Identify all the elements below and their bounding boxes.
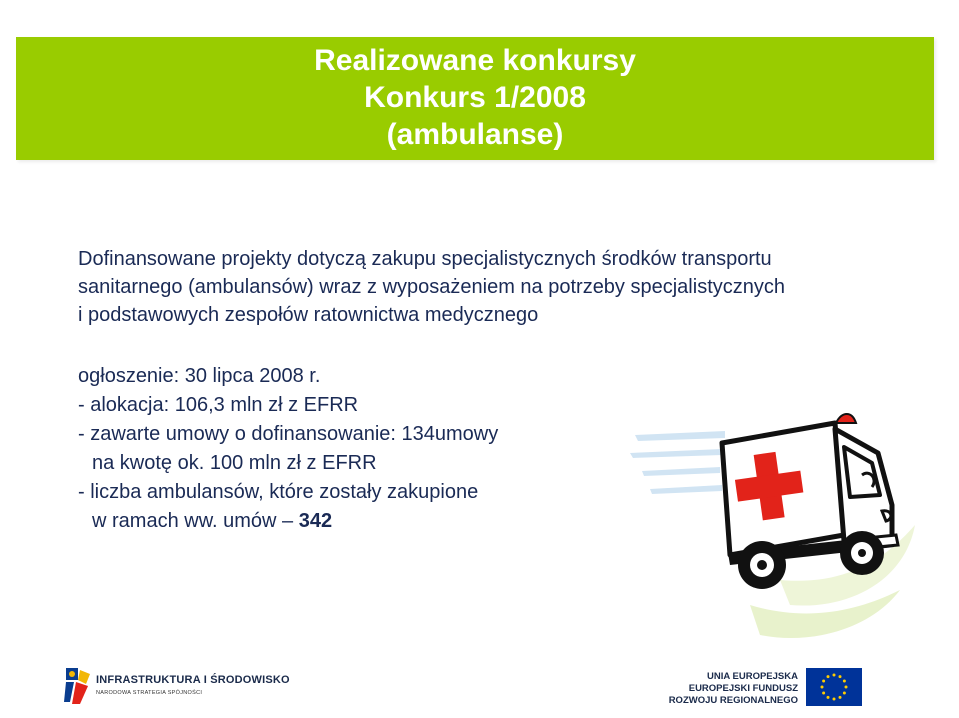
ambulance-icon xyxy=(630,405,920,650)
ambulances-item: - liczba ambulansów, które zostały zakupione xyxy=(78,481,479,503)
eu-star-icon xyxy=(845,686,848,689)
allocation-item: - alokacja: 106,3 mln zł z EFRR xyxy=(78,394,359,416)
eu-star-icon xyxy=(827,696,830,699)
eu-logo-line-1: UNIA EUROPEJSKA xyxy=(707,671,798,682)
eu-star-icon xyxy=(839,696,842,699)
title-line-3: (ambulanse) xyxy=(386,118,564,151)
eu-star-icon xyxy=(827,675,830,678)
eu-star-icon xyxy=(833,698,836,701)
eu-logo-text xyxy=(669,671,798,707)
intro-line-1: Dofinansowane projekty dotyczą zakupu specjalistycznych środków transportu xyxy=(78,248,772,270)
ambulances-prefix: w ramach ww. umów – xyxy=(92,510,299,532)
intro-line-2: sanitarnego (ambulansów) wraz z wyposażeniem na potrzeby specjalistycznych xyxy=(78,276,785,298)
infrastruktura-logo xyxy=(62,662,290,708)
eu-star-icon xyxy=(822,680,825,683)
left-logo-title: INFRASTRUKTURA I ŚRODOWISKO xyxy=(96,674,290,686)
eu-star-icon xyxy=(833,674,836,677)
intro-line-3: i podstawowych zespołów ratownictwa medycznego xyxy=(78,304,539,326)
eu-logo-line-2: EUROPEJSKI FUNDUSZ xyxy=(688,683,798,694)
ambulances-count: 342 xyxy=(298,510,333,532)
ambulances-item-continued xyxy=(78,507,618,536)
slide-title xyxy=(16,42,934,153)
eu-star-icon xyxy=(821,686,824,689)
announcement-date: ogłoszenie: 30 lipca 2008 r. xyxy=(78,365,321,387)
contracts-item-continued: na kwotę ok. 100 mln zł z EFRR xyxy=(92,452,377,474)
eu-star-icon xyxy=(822,692,825,695)
details-list xyxy=(78,362,618,536)
title-line-2: Konkurs 1/2008 xyxy=(364,81,586,114)
eu-flag-icon xyxy=(806,668,862,706)
infrastruktura-emblem-icon xyxy=(62,666,92,706)
intro-paragraph xyxy=(78,245,938,329)
eu-star-icon xyxy=(839,675,842,678)
eu-logo xyxy=(668,668,870,716)
eu-star-icon xyxy=(843,680,846,683)
contracts-item: - zawarte umowy o dofinansowanie: 134umowy xyxy=(78,423,499,445)
eu-star-icon xyxy=(843,692,846,695)
left-logo-subtitle: NARODOWA STRATEGIA SPÓJNOŚCI xyxy=(96,690,203,696)
eu-logo-line-3: ROZWOJU REGIONALNEGO xyxy=(668,695,798,706)
footer xyxy=(0,650,959,718)
title-line-1: Realizowane konkursy xyxy=(314,44,636,77)
